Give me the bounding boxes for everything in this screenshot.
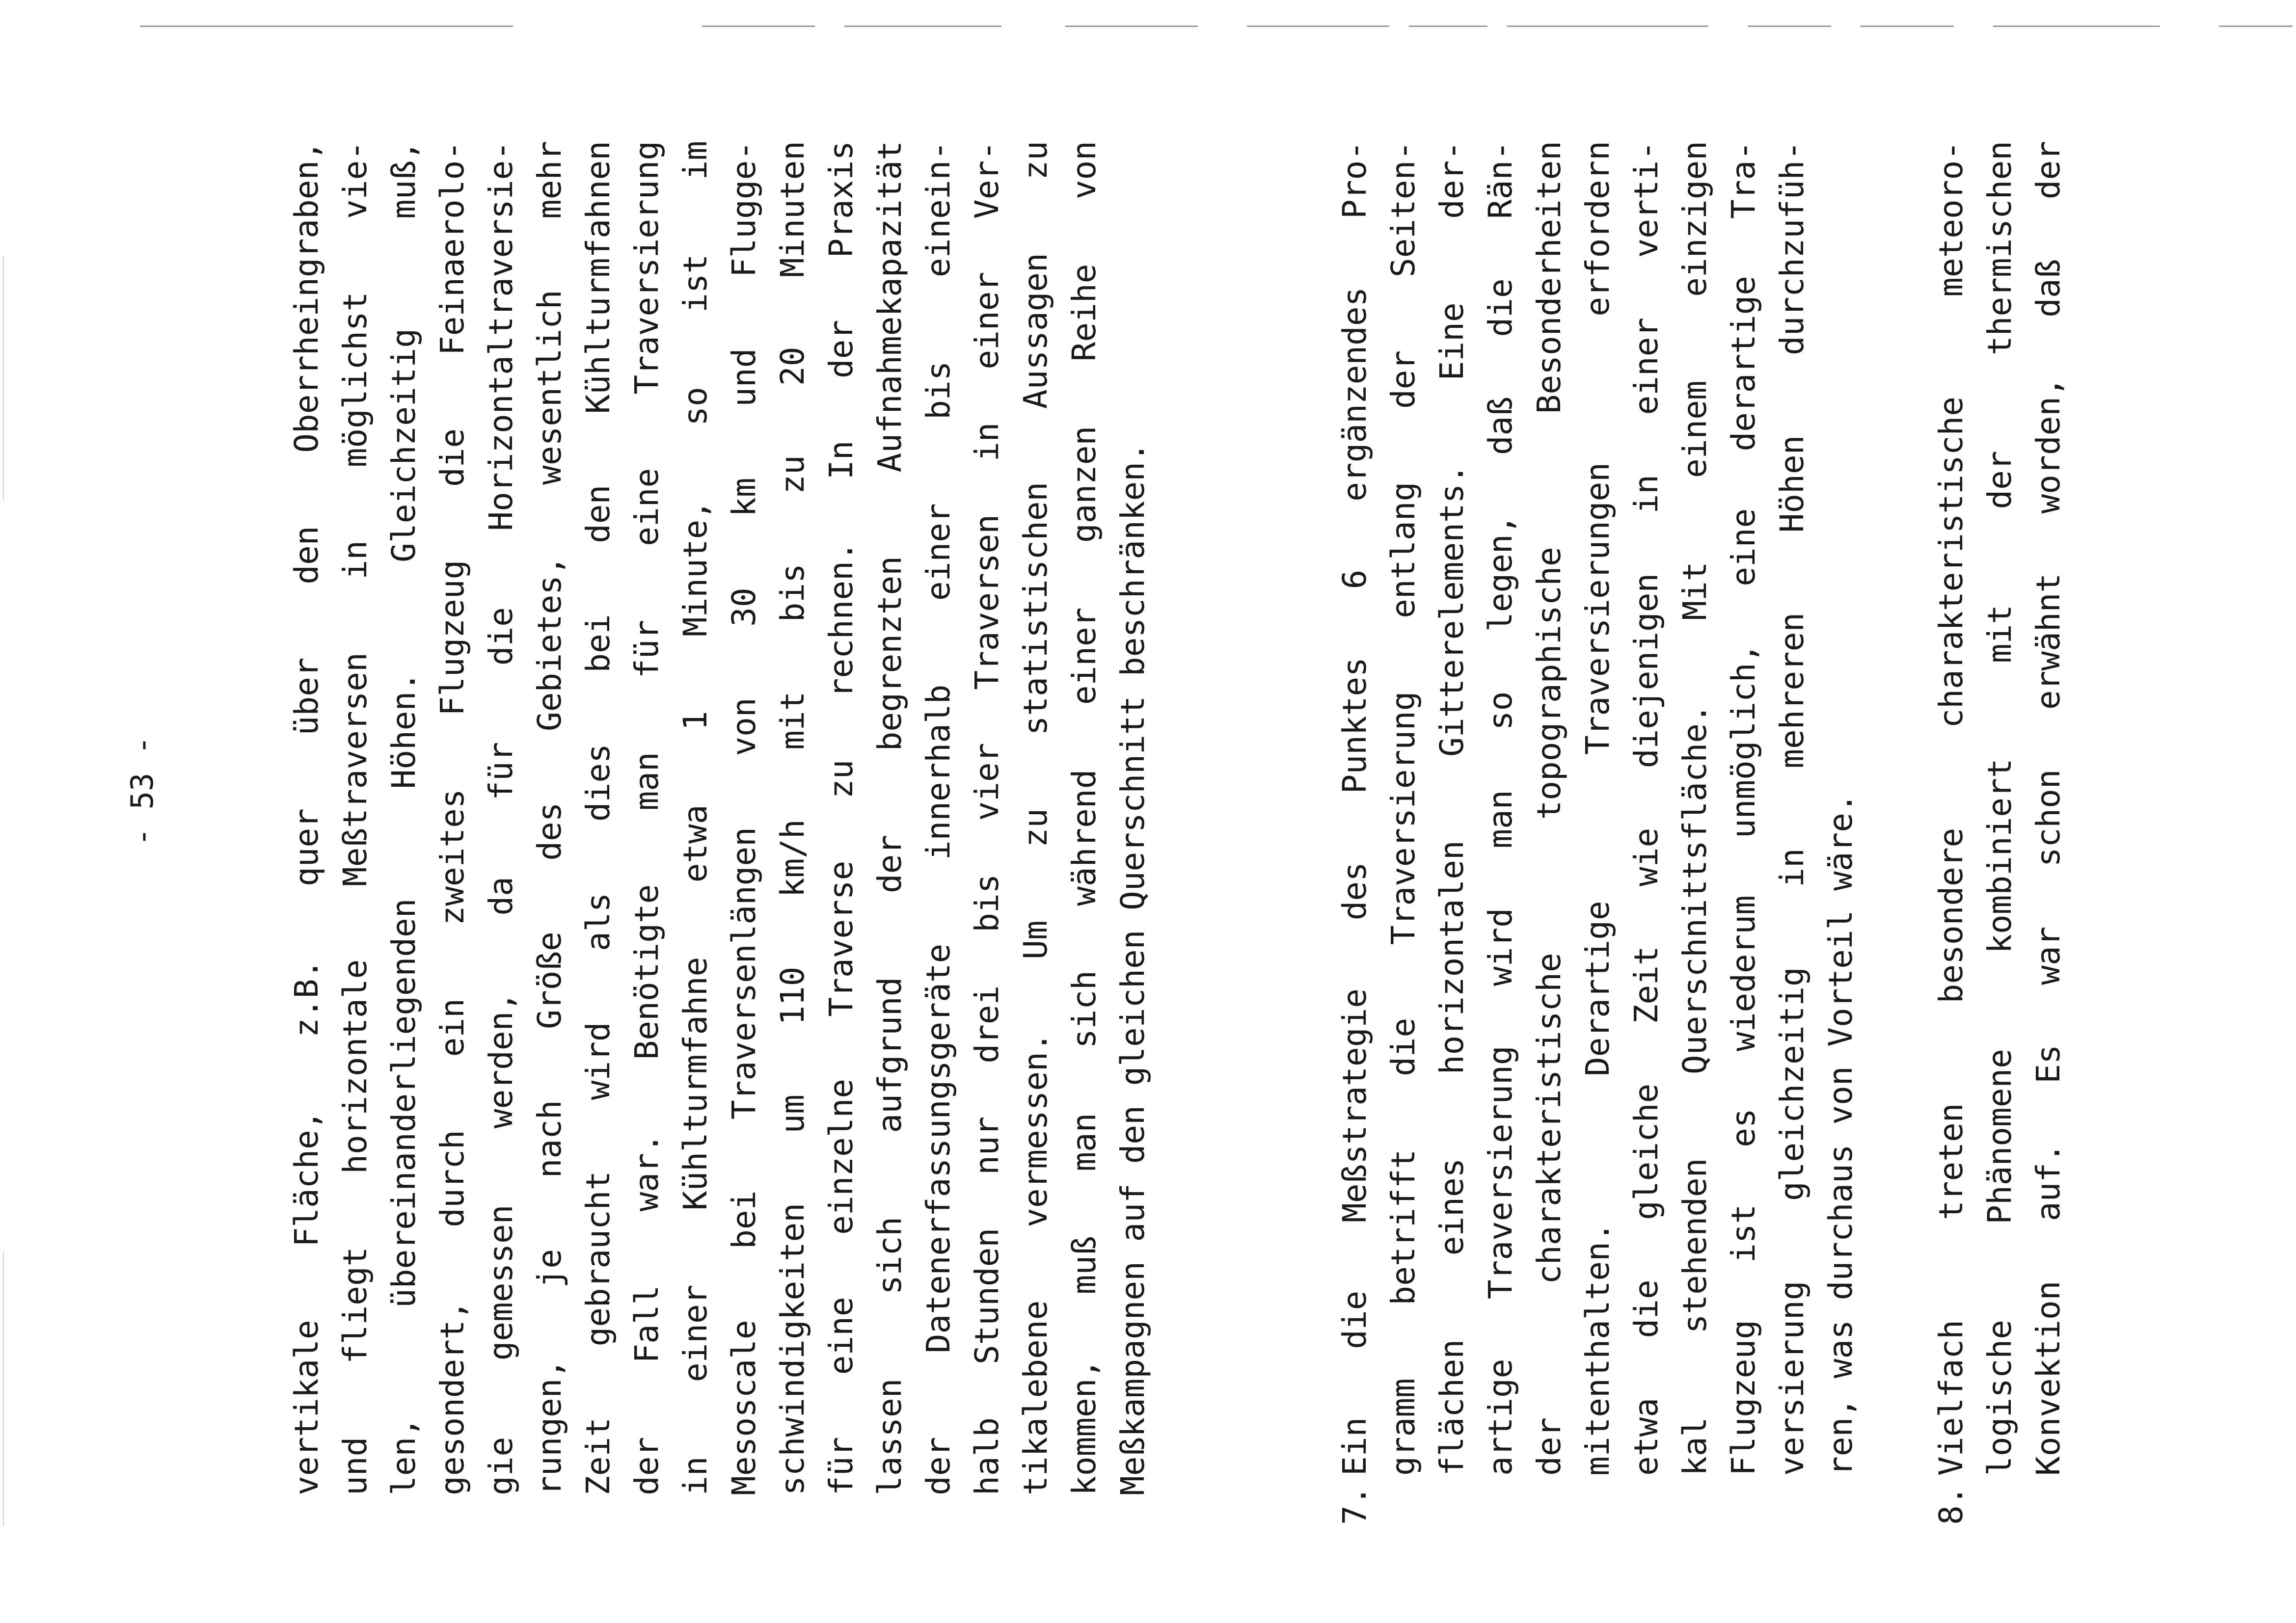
scan-rule — [1507, 26, 1708, 27]
scan-rule — [1861, 26, 1954, 27]
text-line: der Datenerfassungsgeräte innerhalb einer bis einein- — [919, 141, 957, 1495]
text-line: tikalebene vermessen. Um zu statistischen Aussagen zu — [1017, 141, 1054, 1495]
continuation-paragraph — [282, 141, 1157, 1495]
item-number: 8. — [1932, 1486, 1970, 1525]
text-line: vertikale Fläche, z.B. quer über den Oberrheingraben, — [288, 141, 325, 1495]
text-line: Ein die Meßstrategie des Punktes 6 ergänzendes Pro- — [1336, 141, 1374, 1476]
text-line: in einer Kühlturmfahne etwa 1 Minute, so ist im — [676, 141, 714, 1495]
item-number: 7. — [1336, 1486, 1374, 1525]
scan-edge-mark — [3, 1251, 4, 1526]
text-line: kal stehenden Querschnittsfläche. Mit einem einzigen — [1676, 141, 1714, 1476]
scan-rule — [1993, 26, 2160, 27]
text-line: etwa die gleiche Zeit wie diejenigen in einer verti- — [1627, 141, 1665, 1476]
text-line: ren, was durchaus von Vorteil wäre. — [1822, 793, 1860, 1476]
text-line: halb Stunden nur drei bis vier Traversen in einer Ver- — [968, 141, 1006, 1495]
scan-rule — [1748, 26, 1831, 27]
rotated-page — [103, 98, 2214, 1525]
text-line: rungen, je nach Größe des Gebietes, wesentlich mehr — [531, 141, 568, 1495]
text-line: gie gemessen werden, da für die Horizontaltraversie- — [482, 141, 520, 1495]
text-line: Konvektion auf. Es war schon erwähnt worden, daß der — [2029, 141, 2067, 1476]
text-line: flächen eines horizontalen Gitterelements. Eine der- — [1433, 141, 1471, 1476]
list-item — [1927, 141, 2073, 1525]
scan-rule — [2219, 26, 2293, 27]
text-line: Flugzeug ist es wiederum unmöglich, eine derartige Tra- — [1725, 141, 1762, 1476]
text-line: gramm betrifft die Traversierung entlang der Seiten- — [1384, 141, 1422, 1476]
scan-rule — [1065, 26, 1198, 27]
text-line: Meßkampagnen auf den gleichen Querschnitt beschränken. — [1114, 442, 1152, 1495]
text-line: und fliegt horizontale Meßtraversen in möglichst vie- — [336, 141, 374, 1495]
scan-rule — [844, 26, 1001, 27]
text-line: der charakteristische topographische Besonderheiten — [1530, 141, 1568, 1476]
scan-rule — [1247, 26, 1389, 27]
scan-rule — [702, 26, 815, 27]
item-paragraph — [1330, 141, 1865, 1476]
text-line: lassen sich aufgrund der begrenzten Aufnahmekapazität — [871, 141, 909, 1495]
scan-rule — [140, 26, 513, 27]
text-line: der Fall war. Benötigte man für eine Traversierung — [628, 141, 666, 1495]
text-line: schwindigkeiten um 110 km/h mit bis zu 20 Minuten — [774, 141, 811, 1495]
text-line: Zeit gebraucht wird als dies bei den Kühlturmfahnen — [579, 141, 617, 1495]
text-line: gesondert, durch ein zweites Flugzeug die Feinaerolo- — [433, 141, 471, 1495]
text-line: artige Traversierung wird man so legen, daß die Rän- — [1482, 141, 1519, 1476]
text-line: Vielfach treten besondere charakteristische meteoro- — [1932, 141, 1970, 1476]
text-line: len, übereinanderliegenden Höhen. Gleichzeitig muß, — [385, 141, 423, 1495]
text-line: mitenthalten. Derartige Traversierungen erfordern — [1579, 141, 1617, 1476]
scan-edge-mark — [3, 255, 4, 501]
text-line: logische Phänomene kombiniert mit der thermischen — [1981, 141, 2019, 1476]
list-item — [1330, 141, 1865, 1525]
text-line: für eine einzelne Traverse zu rechnen. In der Praxis — [822, 141, 860, 1495]
page-number: - 53 - — [124, 736, 160, 846]
item-paragraph — [1927, 141, 2073, 1476]
text-line: versierung gleichzeitig in mehreren Höhen durchzufüh- — [1773, 141, 1811, 1476]
text-line: kommen, muß man sich während einer ganzen Reihe von — [1065, 141, 1103, 1495]
scan-rule — [1409, 26, 1487, 27]
text-line: Mesoscale bei Traversenlängen von 30 km und Flugge- — [725, 141, 763, 1495]
